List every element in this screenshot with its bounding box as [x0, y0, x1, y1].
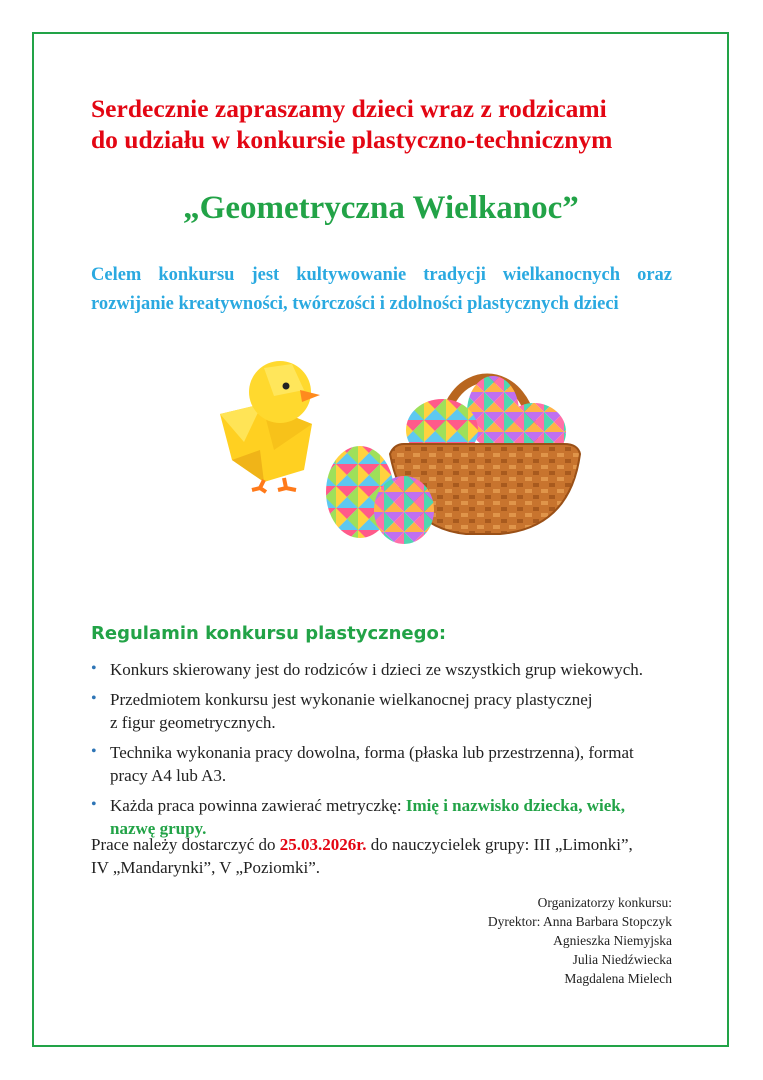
list-item: [91, 688, 681, 734]
organizers-heading: Organizatorzy konkursu:: [537, 895, 672, 910]
organizer-name: Agnieszka Niemyjska: [553, 933, 672, 948]
metric-requirements-1: Imię i nazwisko dziecka, wiek,: [405, 796, 626, 815]
organizers-block: [488, 893, 672, 988]
rules-heading: Regulamin konkursu plastycznego:: [91, 623, 447, 644]
rule-text-4: Każda praca powinna zawierać metryczkę:: [110, 796, 406, 815]
invitation-line-1: Serdecznie zapraszamy dzieci wraz z rodzicami: [91, 94, 607, 123]
metric-requirements-2: nazwę grupy.: [110, 819, 207, 838]
contest-title: „Geometryczna Wielkanoc”: [183, 190, 579, 226]
list-item: [91, 658, 681, 681]
bullet-icon: •: [91, 743, 97, 760]
organizer-name: Julia Niedźwiecka: [572, 952, 672, 967]
bullet-icon: •: [91, 690, 97, 707]
deadline-date: 25.03.2026r.: [279, 835, 367, 854]
organizer-name: Magdalena Mielech: [564, 971, 672, 986]
bullet-icon: •: [91, 796, 97, 813]
rule-text-2b: z figur geometrycznych.: [110, 713, 276, 732]
delivery-groups-1: do nauczycielek grupy: III „Limonki”,: [366, 835, 633, 854]
rule-text-3a: Technika wykonania pracy dowolna, forma (płaska lub przestrzenna), format: [110, 743, 634, 762]
contest-goal: Celem konkursu jest kultywowanie tradycji wielkanocnych oraz rozwijanie kreatywności, twórczości i zdolności plastycznych dzieci: [91, 265, 672, 314]
rule-text-3b: pracy A4 lub A3.: [110, 766, 227, 785]
easter-egg-icon: [374, 476, 434, 544]
rules-list: [91, 658, 681, 847]
easter-illustration: [204, 332, 588, 580]
chick-icon: [220, 361, 320, 492]
delivery-prefix: Prace należy dostarczyć do: [91, 835, 280, 854]
organizer-name: Dyrektor: Anna Barbara Stopczyk: [487, 914, 672, 929]
bullet-icon: •: [91, 660, 97, 677]
invitation-heading: [91, 93, 691, 155]
invitation-line-2: do udziału w konkursie plastyczno-technicznym: [91, 125, 613, 154]
rule-text-1: Konkurs skierowany jest do rodziców i dzieci ze wszystkich grup wiekowych.: [110, 660, 644, 679]
list-item: [91, 741, 681, 787]
rule-text-2a: Przedmiotem konkursu jest wykonanie wielkanocnej pracy plastycznej: [110, 690, 593, 709]
delivery-groups-2: IV „Mandarynki”, V „Poziomki”.: [91, 858, 320, 877]
delivery-info: [91, 833, 681, 879]
